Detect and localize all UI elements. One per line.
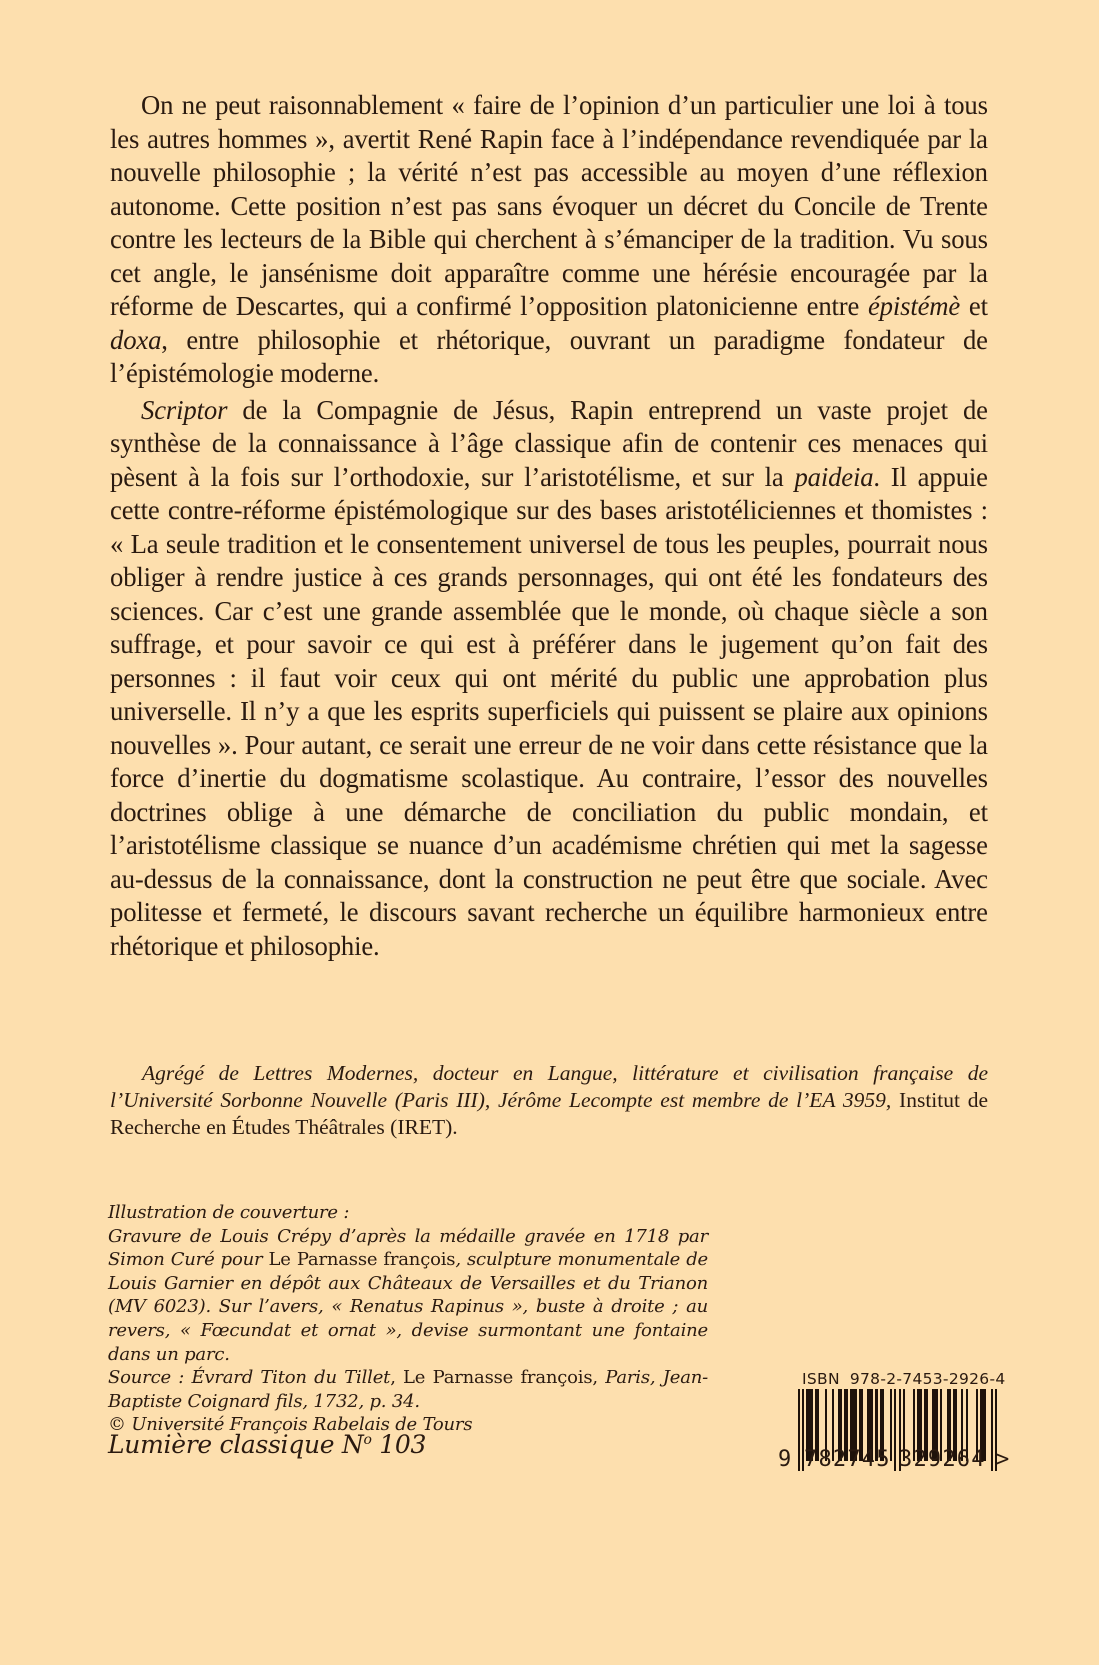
isbn-label bbox=[802, 1370, 1028, 1388]
barcode-digits-right: 329264 bbox=[899, 1447, 986, 1472]
italic-text: , sculpture monumentale de Louis Garnier en dépôt aux Châteaux de Versailles et du Trianon (MV 6023). Sur l’avers, « Renatus Rapinus », buste à droite ; au revers, « Fœcundat et ornat », devise surmontant une fontaine dans un parc. bbox=[108, 1249, 708, 1365]
text: Le Parnasse françois bbox=[268, 1249, 456, 1271]
author-bio-italic: Agrégé de Lettres Modernes, docteur en Langue, littérature et civilisation française de l’Université Sorbonne Nouvelle (Paris III), Jérôme Lecompte est membre de l’EA 3959, bbox=[110, 1061, 988, 1112]
text: , Le Parnasse françois, bbox=[390, 1367, 606, 1389]
credits-copyright: © Université François Rabelais de Tours bbox=[108, 1414, 473, 1436]
back-cover-body bbox=[110, 88, 988, 962]
text: . Il appuie cette contre-réforme épistémologique sur des bases aristotéliciennes et thomistes : « La seule tradition et le consentement universel de tous les peuples, pourrait nous obliger à rendre justice à ces grands personnages, qui ont été les fondateurs des sciences. Car c’est une grande assemblée que le monde, où chaque siècle a son suffrage, et pour savoir ce qui est à préférer dans le jugement qu’on fait des personnes : il faut voir ceux qui ont mérité du public une approbation plus universelle. Il n’y a que les esprits superficiels qui puissent se plaire aux opinions nouvelles ». Pour autant, ce serait une erreur de ne voir dans cette résistance que la force d’inertie du dogmatisme scolastique. Au contraire, l’essor des nouvelles doctrines oblige à une démarche de conciliation du public mondain, et l’aristotélisme classique se nuance d’un académisme chrétien qui met la sagesse au-dessus de la connaissance, dont la construction ne peut être que sociale. Avec politesse et fermeté, le discours savant recherche un équilibre harmonieux entre rhétorique et philosophie. bbox=[110, 460, 988, 961]
text: de la Compagnie de Jésus, Rapin entreprend un vaste projet de synthèse de la connaissance à l’âge classique afin de contenir ces menaces qui pèsent à la fois sur l’orthodoxie, sur l’aristotélisme, et sur la bbox=[110, 393, 988, 492]
barcode-digits-left: 782745 bbox=[804, 1447, 891, 1472]
italic-text: paideia bbox=[794, 460, 874, 492]
paragraph-1 bbox=[110, 88, 988, 390]
paragraph-2 bbox=[110, 393, 988, 963]
italic-text: Paris, Jean-Baptiste Coignard fils, 1732, p. 34. bbox=[108, 1367, 709, 1412]
series-number: 103 bbox=[371, 1430, 427, 1459]
author-bio-institute: Institut de Recherche en Études Théâtrales (IRET). bbox=[110, 1088, 988, 1139]
isbn-number: 978-2-7453-2926-4 bbox=[849, 1370, 1006, 1388]
italic-text: Source : Évrard Titon du Tillet bbox=[108, 1367, 391, 1389]
barcode-digits bbox=[778, 1447, 1028, 1473]
text: , entre philosophie et rhétorique, ouvrant un paradigme fondateur de l’épistémologie moderne. bbox=[110, 323, 988, 388]
series-title bbox=[108, 1430, 426, 1459]
italic-text: Gravure de Louis Crépy d’après la médaille gravée en 1718 par Simon Curé pour bbox=[108, 1225, 708, 1271]
italic-text: épistémè bbox=[867, 290, 961, 321]
credits-heading: Illustration de couverture : bbox=[108, 1202, 350, 1223]
isbn-prefix: ISBN bbox=[802, 1370, 840, 1388]
credits-illustration bbox=[108, 1225, 708, 1367]
text: On ne peut raisonnablement « faire de l’opinion d’un particulier une loi à tous les autres hommes », avertit René Rapin face à l’indépendance revendiquée par la nouvelle philosophie ; la vérité n’est pas accessible au moyen d’une réflexion autonome. Cette position n’est pas sans évoquer un décret du Concile de Trente contre les lecteurs de la Bible qui cherchent à s’émanciper de la tradition. Vu sous cet angle, le jansénisme doit apparaître comme une hérésie encouragée par la réforme de Descartes, qui a confirmé l’opposition platonicienne entre bbox=[110, 89, 988, 321]
italic-text: doxa bbox=[110, 323, 162, 355]
italic-text: Scriptor bbox=[141, 393, 228, 425]
author-bio-text bbox=[110, 1060, 988, 1141]
credits-source bbox=[108, 1366, 708, 1413]
barcode-digit-first: 9 bbox=[778, 1447, 792, 1472]
cover-credits bbox=[108, 1201, 708, 1437]
isbn-barcode bbox=[778, 1370, 1028, 1473]
author-bio bbox=[110, 1060, 988, 1141]
series-number-sign: o bbox=[363, 1432, 372, 1448]
barcode-arrow-icon: > bbox=[996, 1447, 1010, 1472]
text: et bbox=[960, 290, 988, 321]
series-name: Lumière classique N bbox=[108, 1430, 364, 1459]
